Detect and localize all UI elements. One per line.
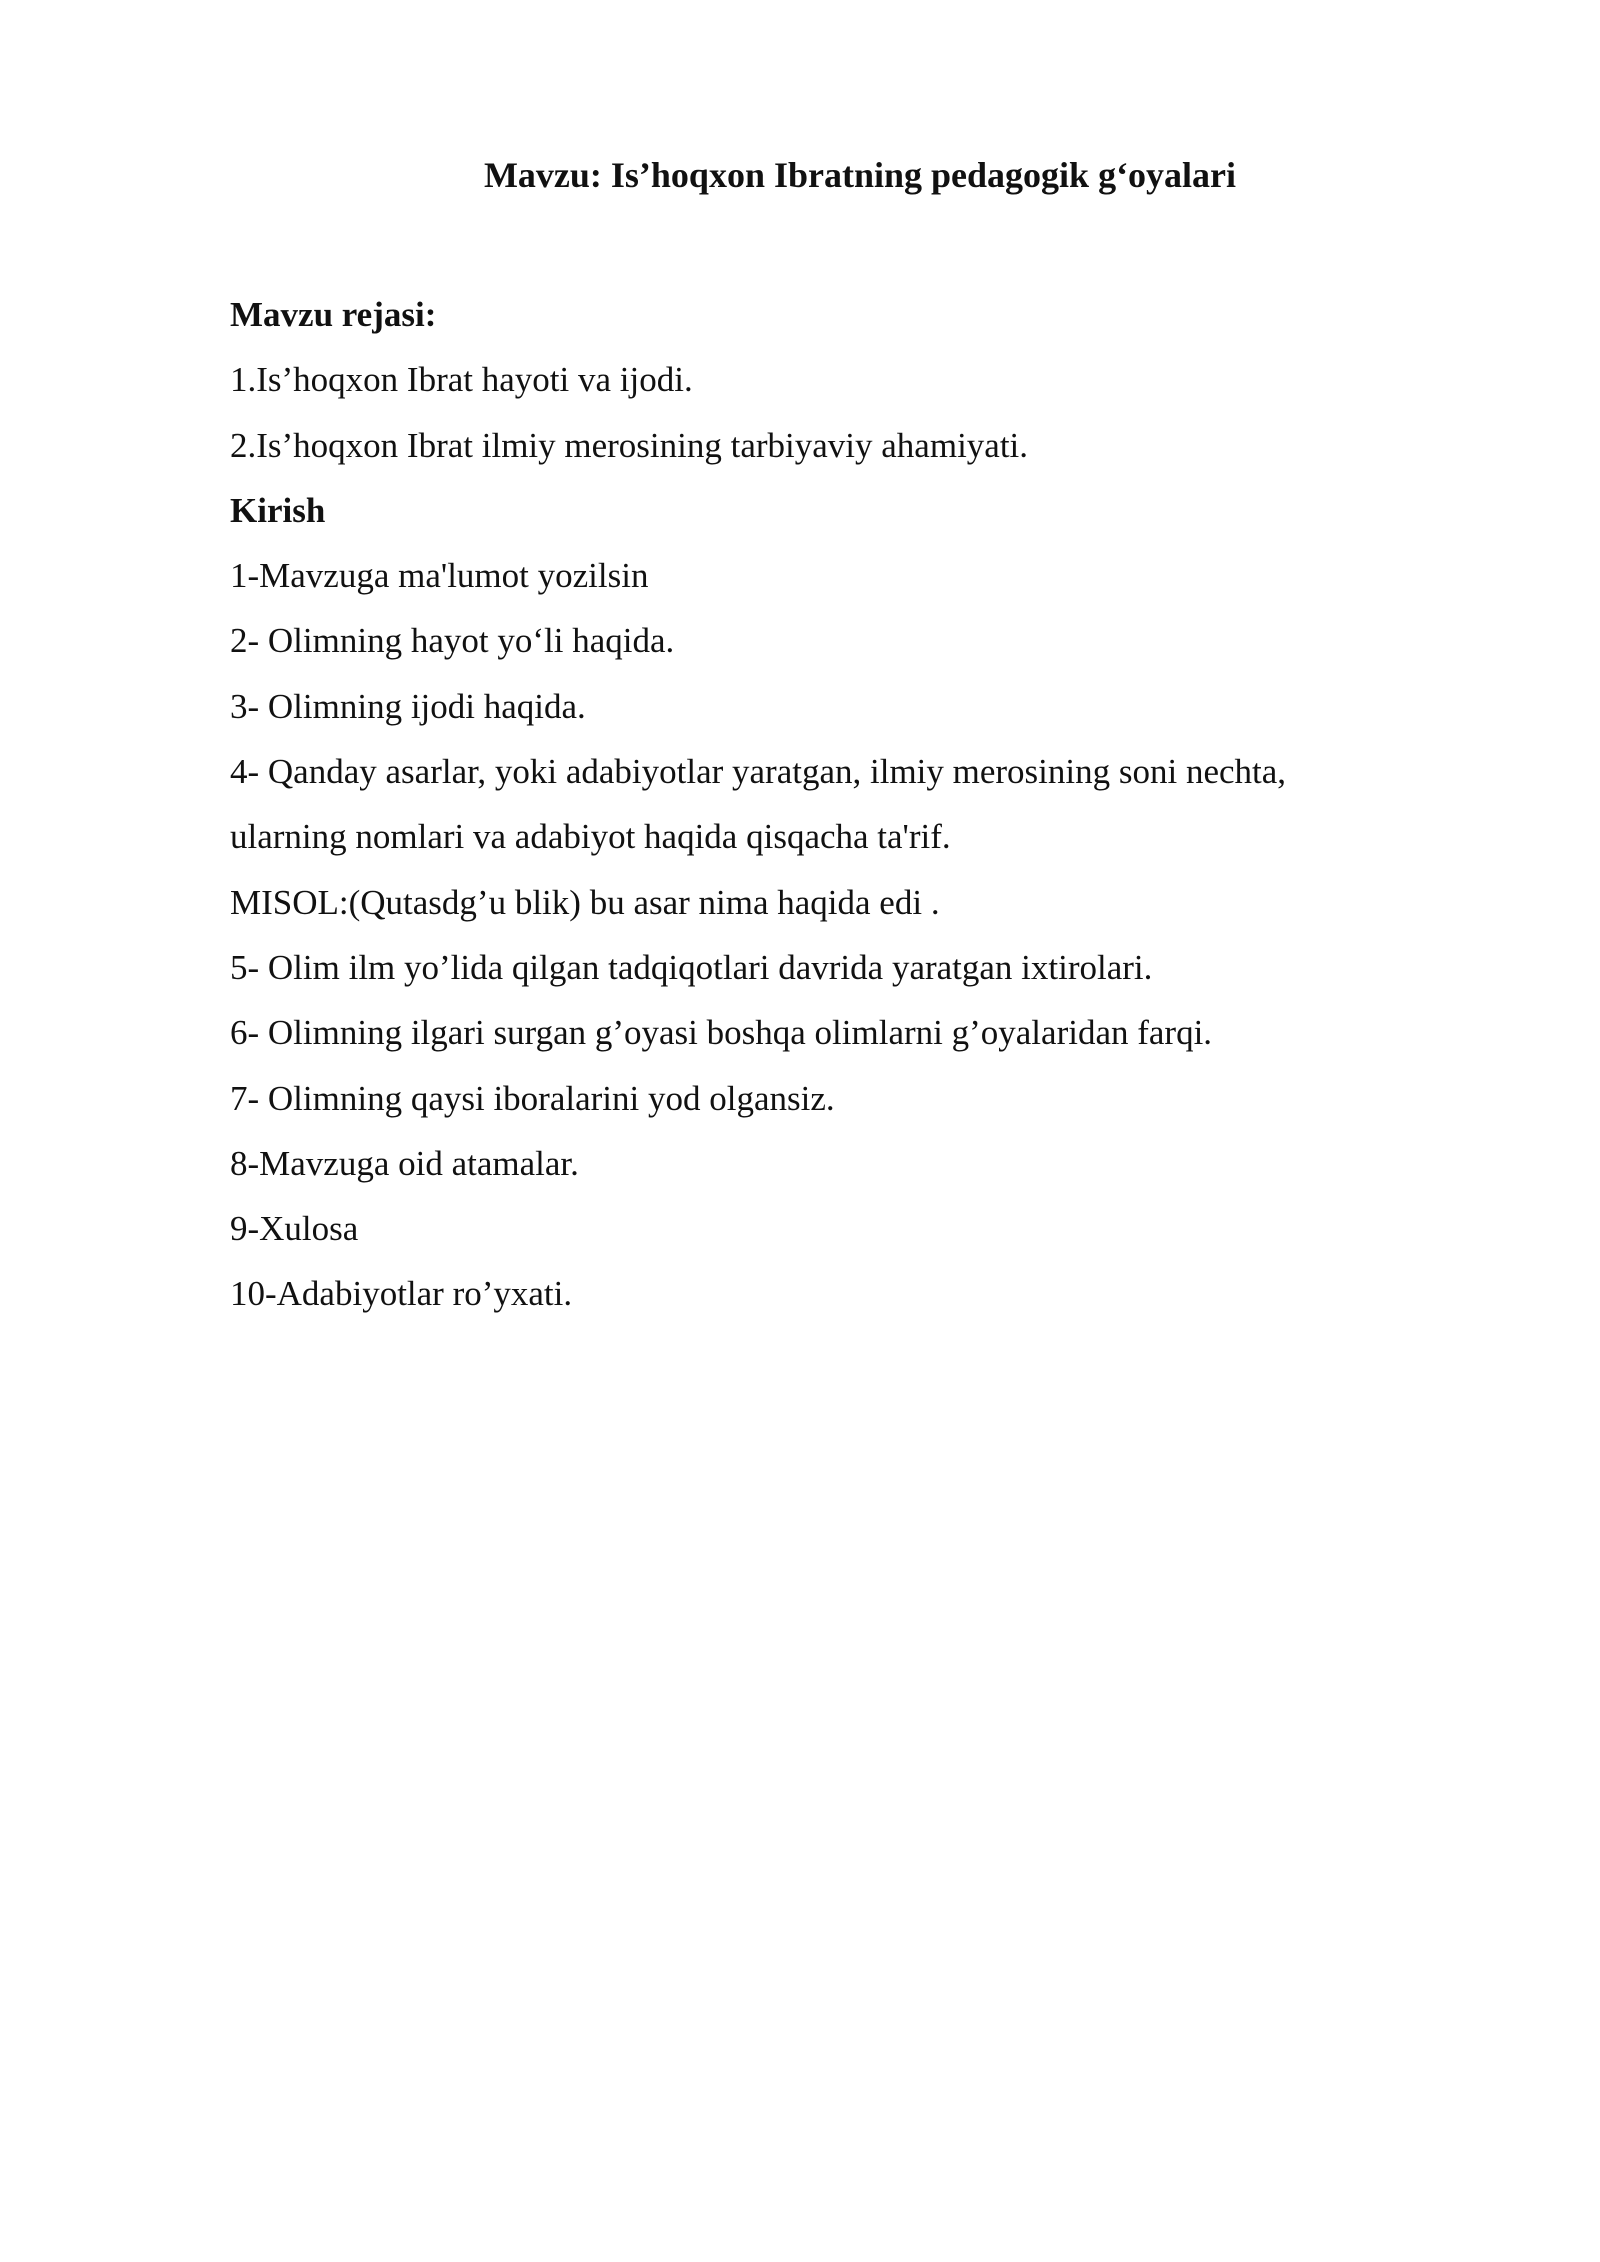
document-body (230, 282, 1450, 1327)
intro-item: 1-Mavzuga ma'lumot yozilsin (230, 556, 649, 596)
intro-item: 3- Olimning ijodi haqida. (230, 686, 586, 726)
intro-item: 2- Olimning hayot yo‘li haqida. (230, 621, 675, 661)
intro-item: 8-Mavzuga oid atamalar. (230, 1143, 579, 1183)
page-title: Mavzu: Is’hoqxon Ibratning pedagogik g‘oyalari (483, 155, 1237, 195)
intro-item: 4- Qanday asarlar, yoki adabiyotlar yaratgan, ilmiy merosining soni nechta, (230, 752, 1287, 792)
plan-item: 1.Is’hoqxon Ibrat hayoti va ijodi. (230, 360, 693, 400)
intro-item-continuation: ularning nomlari va adabiyot haqida qisqacha ta'rif. (230, 817, 951, 857)
intro-item: 7- Olimning qaysi iboralarini yod olgansiz. (230, 1078, 835, 1118)
plan-item: 2.Is’hoqxon Ibrat ilmiy merosining tarbiyaviy ahamiyati. (230, 425, 1029, 465)
intro-item: 5- Olim ilm yo’lida qilgan tadqiqotlari davrida yaratgan ixtirolari. (230, 947, 1153, 987)
plan-heading: Mavzu rejasi: (230, 295, 437, 334)
intro-item: 6- Olimning ilgari surgan g’oyasi boshqa olimlarni g’oyalaridan farqi. (230, 1013, 1213, 1053)
intro-item: 10-Adabiyotlar ro’yxati. (230, 1274, 573, 1314)
example-line: MISOL:(Qutasdg’u blik) bu asar nima haqida edi . (230, 882, 940, 922)
intro-item: 9-Xulosa (230, 1209, 359, 1249)
intro-heading: Kirish (230, 490, 326, 530)
